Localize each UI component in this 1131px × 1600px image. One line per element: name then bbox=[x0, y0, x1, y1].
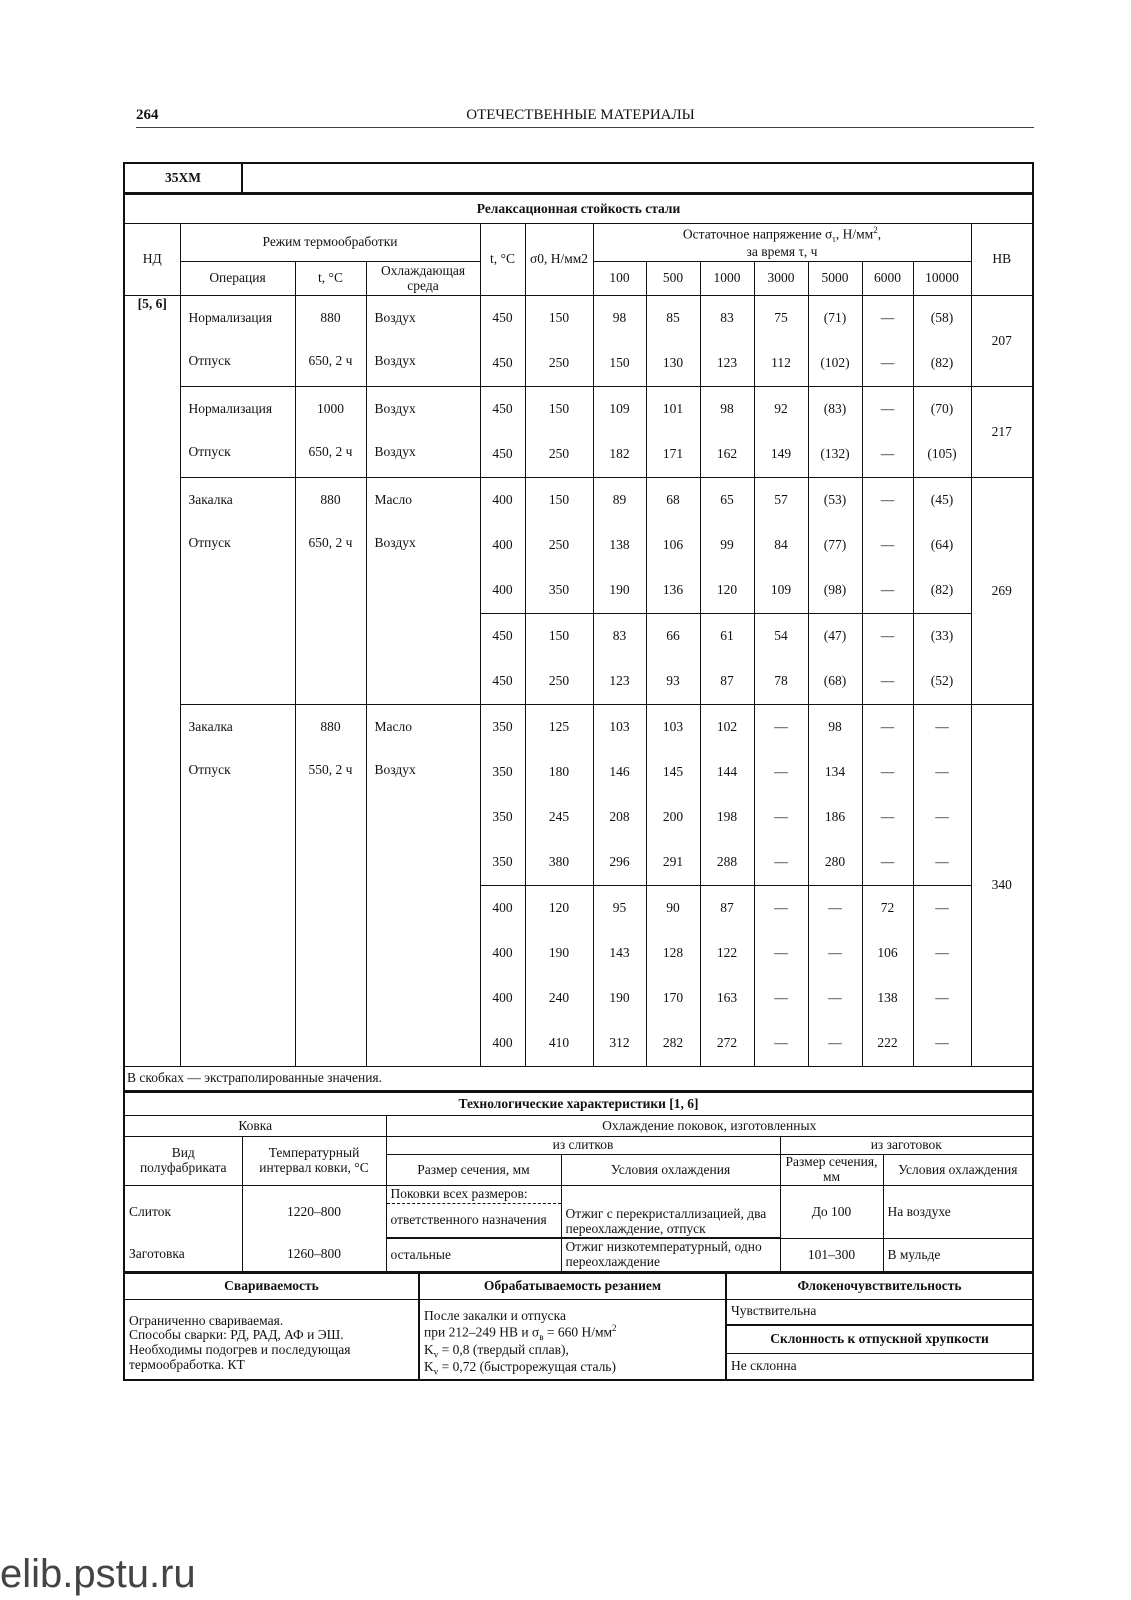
header-time-3000: 3000 bbox=[754, 262, 808, 296]
row-ingot-cooling: Отжиг с перекристаллизацией, два переохлаждение, отпуск bbox=[561, 1186, 780, 1238]
residual-stress-cell: 109 bbox=[593, 387, 646, 433]
heat-temp-cell: 880 550, 2 ч bbox=[295, 705, 366, 1067]
residual-stress-cell: — bbox=[913, 750, 971, 795]
test-temp-cell: 350 bbox=[480, 705, 525, 751]
header-cooling-medium: Охлаждающая среда bbox=[366, 262, 480, 296]
row-billet-size-1: До 100 bbox=[780, 1186, 883, 1239]
heat-temp-cell: 880 650, 2 ч bbox=[295, 296, 366, 387]
residual-stress-cell: 98 bbox=[700, 387, 754, 433]
residual-stress-cell: — bbox=[808, 1021, 862, 1067]
test-temp-cell: 400 bbox=[480, 523, 525, 568]
residual-stress-cell: — bbox=[862, 341, 913, 387]
page-number: 264 bbox=[136, 107, 159, 123]
properties-table bbox=[125, 1272, 1032, 1379]
header-forging: Ковка bbox=[125, 1116, 386, 1137]
header-sigma0: σ0, Н/мм2 bbox=[525, 224, 593, 296]
cooling-medium-cell: Воздух Воздух bbox=[366, 387, 480, 478]
residual-stress-cell: (98) bbox=[808, 568, 862, 614]
residual-stress-cell: 128 bbox=[646, 931, 700, 976]
temper-brittleness-value: Не склонна bbox=[726, 1353, 1032, 1379]
row-other-sizes: остальные bbox=[386, 1239, 561, 1272]
header-time-100: 100 bbox=[593, 262, 646, 296]
row-billet-cooling-2: В мульде bbox=[883, 1239, 1032, 1272]
residual-stress-cell: — bbox=[913, 976, 971, 1021]
heat-temp-cell: 880 650, 2 ч bbox=[295, 478, 366, 705]
residual-stress-cell: (83) bbox=[808, 387, 862, 433]
residual-stress-cell: 120 bbox=[700, 568, 754, 614]
residual-stress-cell: 130 bbox=[646, 341, 700, 387]
residual-stress-cell: — bbox=[862, 568, 913, 614]
residual-stress-cell: — bbox=[754, 840, 808, 886]
test-temp-cell: 450 bbox=[480, 659, 525, 705]
residual-stress-cell: — bbox=[862, 705, 913, 751]
residual-stress-cell: 280 bbox=[808, 840, 862, 886]
residual-stress-cell: 136 bbox=[646, 568, 700, 614]
residual-stress-cell: 198 bbox=[700, 795, 754, 840]
residual-stress-cell: 101 bbox=[646, 387, 700, 433]
residual-stress-cell: 145 bbox=[646, 750, 700, 795]
residual-stress-cell: 170 bbox=[646, 976, 700, 1021]
residual-stress-cell: 146 bbox=[593, 750, 646, 795]
residual-stress-cell: 186 bbox=[808, 795, 862, 840]
header-hb: НВ bbox=[971, 224, 1032, 296]
header-rule bbox=[136, 127, 1034, 128]
relax-row bbox=[125, 296, 1032, 342]
header-cooling-of-forgings: Охлаждение поковок, изготовленных bbox=[386, 1116, 1032, 1137]
initial-stress-cell: 150 bbox=[525, 614, 593, 660]
residual-stress-cell: 54 bbox=[754, 614, 808, 660]
residual-stress-cell: — bbox=[913, 795, 971, 840]
row-billet-semi: Заготовка bbox=[125, 1239, 242, 1272]
material-card bbox=[123, 162, 1034, 1381]
residual-stress-cell: 163 bbox=[700, 976, 754, 1021]
residual-stress-cell: — bbox=[913, 886, 971, 932]
hardness-hb-cell: 217 bbox=[971, 387, 1032, 478]
residual-stress-cell: 138 bbox=[862, 976, 913, 1021]
initial-stress-cell: 150 bbox=[525, 387, 593, 433]
machinability-title: Обрабатываемость резанием bbox=[419, 1273, 726, 1299]
residual-stress-cell: 138 bbox=[593, 523, 646, 568]
test-temp-cell: 450 bbox=[480, 432, 525, 478]
weldability-title: Свариваемость bbox=[125, 1273, 419, 1299]
residual-stress-cell: 282 bbox=[646, 1021, 700, 1067]
residual-stress-cell: — bbox=[913, 705, 971, 751]
row-billet-size-2: 101–300 bbox=[780, 1239, 883, 1272]
header-time-1000: 1000 bbox=[700, 262, 754, 296]
residual-stress-cell: — bbox=[862, 659, 913, 705]
residual-stress-cell: 75 bbox=[754, 296, 808, 342]
flake-sensitivity-value: Чувствительна bbox=[726, 1299, 1032, 1325]
header-section-size-billets: Размер сечения, мм bbox=[780, 1155, 883, 1186]
residual-stress-cell: — bbox=[862, 387, 913, 433]
relax-row bbox=[125, 387, 1032, 433]
residual-stress-cell: 106 bbox=[862, 931, 913, 976]
test-temp-cell: 400 bbox=[480, 976, 525, 1021]
residual-stress-cell: 288 bbox=[700, 840, 754, 886]
nd-reference: [5, 6] bbox=[125, 296, 180, 1067]
initial-stress-cell: 245 bbox=[525, 795, 593, 840]
header-time-10000: 10000 bbox=[913, 262, 971, 296]
residual-stress-cell: (52) bbox=[913, 659, 971, 705]
temper-brittleness-title: Склонность к отпускной хрупкости bbox=[726, 1325, 1032, 1353]
residual-stress-cell: 291 bbox=[646, 840, 700, 886]
residual-stress-cell: (132) bbox=[808, 432, 862, 478]
residual-stress-cell: 149 bbox=[754, 432, 808, 478]
residual-stress-cell: 98 bbox=[808, 705, 862, 751]
initial-stress-cell: 250 bbox=[525, 341, 593, 387]
residual-stress-cell: 93 bbox=[646, 659, 700, 705]
test-temp-cell: 400 bbox=[480, 478, 525, 524]
residual-stress-cell: 66 bbox=[646, 614, 700, 660]
residual-stress-cell: 95 bbox=[593, 886, 646, 932]
header-test-temp: t, °C bbox=[480, 224, 525, 296]
residual-stress-cell: 109 bbox=[754, 568, 808, 614]
relax-section-title: Релаксационная стойкость стали bbox=[125, 195, 1032, 224]
residual-stress-cell: 99 bbox=[700, 523, 754, 568]
residual-stress-cell: — bbox=[862, 750, 913, 795]
residual-stress-cell: (45) bbox=[913, 478, 971, 524]
residual-stress-cell: 208 bbox=[593, 795, 646, 840]
residual-stress-cell: — bbox=[913, 1021, 971, 1067]
operation-cell: Нормализация Отпуск bbox=[180, 296, 295, 387]
residual-stress-cell: — bbox=[754, 750, 808, 795]
residual-stress-cell: — bbox=[754, 1021, 808, 1067]
residual-stress-cell: (58) bbox=[913, 296, 971, 342]
residual-stress-cell: (68) bbox=[808, 659, 862, 705]
initial-stress-cell: 380 bbox=[525, 840, 593, 886]
residual-stress-cell: — bbox=[862, 840, 913, 886]
residual-stress-cell: (82) bbox=[913, 568, 971, 614]
residual-stress-cell: — bbox=[808, 886, 862, 932]
test-temp-cell: 450 bbox=[480, 614, 525, 660]
residual-stress-cell: 144 bbox=[700, 750, 754, 795]
header-nd: НД bbox=[125, 224, 180, 296]
header-time-5000: 5000 bbox=[808, 262, 862, 296]
header-semi-product: Вид полуфабриката bbox=[125, 1137, 242, 1186]
residual-stress-cell: (77) bbox=[808, 523, 862, 568]
test-temp-cell: 450 bbox=[480, 341, 525, 387]
test-temp-cell: 450 bbox=[480, 296, 525, 342]
test-temp-cell: 450 bbox=[480, 387, 525, 433]
row-all-sizes: Поковки всех размеров: bbox=[386, 1186, 561, 1204]
residual-stress-cell: 61 bbox=[700, 614, 754, 660]
residual-stress-cell: 182 bbox=[593, 432, 646, 478]
residual-stress-cell: (70) bbox=[913, 387, 971, 433]
residual-stress-cell: — bbox=[862, 523, 913, 568]
residual-stress-cell: 272 bbox=[700, 1021, 754, 1067]
residual-stress-cell: 83 bbox=[593, 614, 646, 660]
residual-stress-cell: 190 bbox=[593, 976, 646, 1021]
initial-stress-cell: 250 bbox=[525, 523, 593, 568]
cooling-medium-cell: Масло Воздух bbox=[366, 705, 480, 1067]
residual-stress-cell: 68 bbox=[646, 478, 700, 524]
residual-stress-cell: 87 bbox=[700, 659, 754, 705]
header-time-500: 500 bbox=[646, 262, 700, 296]
header-from-ingots: из слитков bbox=[386, 1137, 780, 1155]
initial-stress-cell: 410 bbox=[525, 1021, 593, 1067]
residual-stress-cell: 134 bbox=[808, 750, 862, 795]
running-title: ОТЕЧЕСТВЕННЫЕ МАТЕРИАЛЫ bbox=[466, 107, 695, 123]
initial-stress-cell: 250 bbox=[525, 432, 593, 478]
header-time-6000: 6000 bbox=[862, 262, 913, 296]
header-heat-temp: t, °C bbox=[295, 262, 366, 296]
hardness-hb-cell: 207 bbox=[971, 296, 1032, 387]
relax-row bbox=[125, 705, 1032, 751]
residual-stress-cell: — bbox=[808, 931, 862, 976]
test-temp-cell: 400 bbox=[480, 568, 525, 614]
residual-stress-cell: — bbox=[862, 614, 913, 660]
residual-stress-cell: 87 bbox=[700, 886, 754, 932]
cooling-medium-cell: Воздух Воздух bbox=[366, 296, 480, 387]
residual-stress-cell: (47) bbox=[808, 614, 862, 660]
grade-table bbox=[125, 164, 1032, 194]
header-section-size: Размер сечения, мм bbox=[386, 1155, 561, 1186]
relax-note: В скобках — экстраполированные значения. bbox=[125, 1067, 1032, 1091]
header-mode: Режим термообработки bbox=[180, 224, 480, 262]
row-critical-purpose: ответственного назначения bbox=[386, 1204, 561, 1238]
relaxation-table bbox=[125, 194, 1032, 1091]
heat-temp-cell: 1000 650, 2 ч bbox=[295, 387, 366, 478]
header-forging-interval: Температурный интервал ковки, °C bbox=[242, 1137, 386, 1186]
residual-stress-cell: 85 bbox=[646, 296, 700, 342]
residual-stress-cell: 92 bbox=[754, 387, 808, 433]
residual-stress-cell: — bbox=[754, 886, 808, 932]
test-temp-cell: 400 bbox=[480, 931, 525, 976]
residual-stress-cell: — bbox=[913, 840, 971, 886]
residual-stress-cell: 112 bbox=[754, 341, 808, 387]
initial-stress-cell: 125 bbox=[525, 705, 593, 751]
test-temp-cell: 400 bbox=[480, 1021, 525, 1067]
residual-stress-cell: 143 bbox=[593, 931, 646, 976]
header-from-billets: из заготовок bbox=[780, 1137, 1032, 1155]
residual-stress-cell: 57 bbox=[754, 478, 808, 524]
cooling-medium-cell: Масло Воздух bbox=[366, 478, 480, 705]
residual-stress-cell: — bbox=[862, 478, 913, 524]
residual-stress-cell: — bbox=[862, 296, 913, 342]
residual-stress-cell: (33) bbox=[913, 614, 971, 660]
residual-stress-cell: 171 bbox=[646, 432, 700, 478]
initial-stress-cell: 150 bbox=[525, 296, 593, 342]
initial-stress-cell: 120 bbox=[525, 886, 593, 932]
machinability-text: После закалки и отпуска при 212–249 НВ и $\sigma_в = 660$ $Н/мм^2$ $K_v = 0,8$ (твердый сплав), $K_v = 0,72$ (быстрорежущая сталь) bbox=[419, 1299, 726, 1379]
tech-table bbox=[125, 1091, 1032, 1272]
residual-stress-cell: 190 bbox=[593, 568, 646, 614]
residual-stress-cell: 123 bbox=[700, 341, 754, 387]
operation-cell: Закалка Отпуск bbox=[180, 705, 295, 1067]
row-billet-interval: 1260–800 bbox=[242, 1239, 386, 1272]
flake-sensitivity-title: Флокеночувствительность bbox=[726, 1273, 1032, 1299]
residual-stress-cell: 72 bbox=[862, 886, 913, 932]
initial-stress-cell: 150 bbox=[525, 478, 593, 524]
residual-stress-cell: — bbox=[754, 795, 808, 840]
residual-stress-cell: 103 bbox=[593, 705, 646, 751]
row-billet-cooling-ingot: Отжиг низкотемпературный, одно переохлаждение bbox=[561, 1239, 780, 1272]
residual-stress-cell: — bbox=[754, 931, 808, 976]
header-cooling-conditions-billets: Условия охлаждения bbox=[883, 1155, 1032, 1186]
watermark: elib.pstu.ru bbox=[0, 1552, 196, 1596]
test-temp-cell: 350 bbox=[480, 750, 525, 795]
residual-stress-cell: 98 bbox=[593, 296, 646, 342]
residual-stress-cell: 123 bbox=[593, 659, 646, 705]
residual-stress-cell: — bbox=[754, 976, 808, 1021]
operation-cell: Закалка Отпуск bbox=[180, 478, 295, 705]
header-operation: Операция bbox=[180, 262, 295, 296]
row-billet-cooling-1: На воздухе bbox=[883, 1186, 1032, 1239]
residual-stress-cell: — bbox=[913, 931, 971, 976]
residual-stress-cell: 102 bbox=[700, 705, 754, 751]
residual-stress-cell: 78 bbox=[754, 659, 808, 705]
residual-stress-cell: 312 bbox=[593, 1021, 646, 1067]
residual-stress-cell: (64) bbox=[913, 523, 971, 568]
hardness-hb-cell: 269 bbox=[971, 478, 1032, 705]
grade-label: 35ХМ bbox=[125, 164, 242, 193]
operation-cell: Нормализация Отпуск bbox=[180, 387, 295, 478]
residual-stress-cell: — bbox=[808, 976, 862, 1021]
residual-stress-cell: 296 bbox=[593, 840, 646, 886]
residual-stress-cell: 83 bbox=[700, 296, 754, 342]
residual-stress-cell: 90 bbox=[646, 886, 700, 932]
relax-row bbox=[125, 478, 1032, 524]
initial-stress-cell: 250 bbox=[525, 659, 593, 705]
residual-stress-cell: (102) bbox=[808, 341, 862, 387]
test-temp-cell: 350 bbox=[480, 840, 525, 886]
test-temp-cell: 350 bbox=[480, 795, 525, 840]
residual-stress-cell: — bbox=[862, 432, 913, 478]
initial-stress-cell: 240 bbox=[525, 976, 593, 1021]
test-temp-cell: 400 bbox=[480, 886, 525, 932]
residual-stress-cell: 150 bbox=[593, 341, 646, 387]
row-ingot-interval: 1220–800 bbox=[242, 1186, 386, 1239]
residual-stress-cell: — bbox=[862, 795, 913, 840]
weldability-text: Ограниченно свариваемая. Способы сварки: РД, РАД, АФ и ЭШ. Необходимы подогрев и последующая термообработка. КТ bbox=[125, 1299, 419, 1379]
row-ingot-semi: Слиток bbox=[125, 1186, 242, 1239]
residual-stress-cell: (82) bbox=[913, 341, 971, 387]
residual-stress-cell: 162 bbox=[700, 432, 754, 478]
residual-stress-cell: 84 bbox=[754, 523, 808, 568]
initial-stress-cell: 350 bbox=[525, 568, 593, 614]
header-cooling-conditions: Условия охлаждения bbox=[561, 1155, 780, 1186]
residual-stress-cell: 200 bbox=[646, 795, 700, 840]
residual-stress-cell: 103 bbox=[646, 705, 700, 751]
tech-section-title: Технологические характеристики [1, 6] bbox=[125, 1092, 1032, 1116]
residual-stress-cell: 65 bbox=[700, 478, 754, 524]
initial-stress-cell: 190 bbox=[525, 931, 593, 976]
initial-stress-cell: 180 bbox=[525, 750, 593, 795]
residual-stress-cell: 122 bbox=[700, 931, 754, 976]
hardness-hb-cell: 340 bbox=[971, 705, 1032, 1067]
residual-stress-cell: 89 bbox=[593, 478, 646, 524]
residual-stress-cell: (105) bbox=[913, 432, 971, 478]
residual-stress-cell: (71) bbox=[808, 296, 862, 342]
residual-stress-cell: 106 bbox=[646, 523, 700, 568]
residual-stress-cell: — bbox=[754, 705, 808, 751]
residual-stress-cell: (53) bbox=[808, 478, 862, 524]
residual-stress-cell: 222 bbox=[862, 1021, 913, 1067]
header-residual-stress: Остаточное напряжение $\sigma_\tau$, $Н/мм^2$, за время τ, ч bbox=[593, 224, 971, 262]
